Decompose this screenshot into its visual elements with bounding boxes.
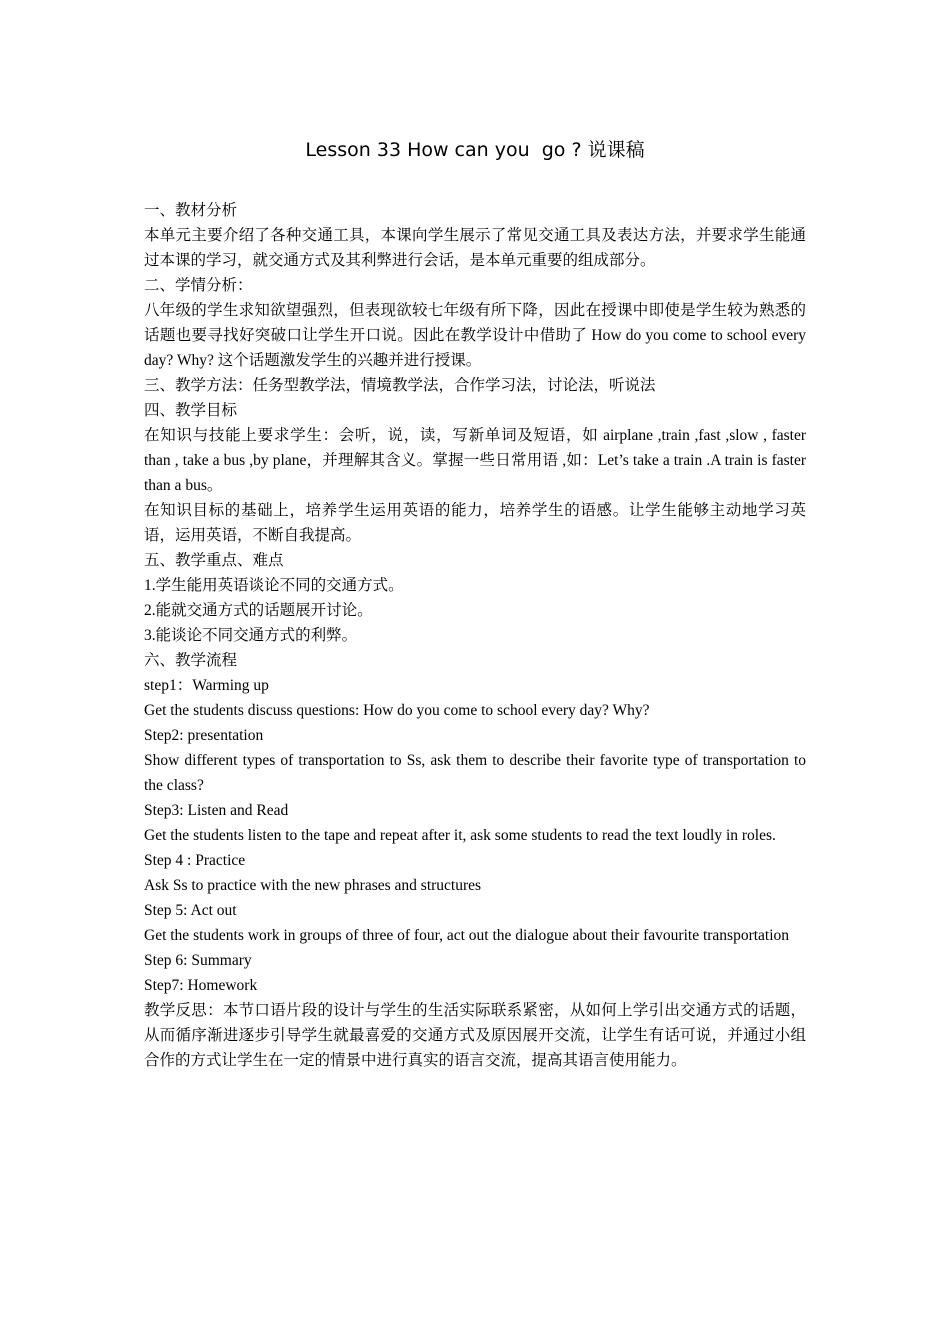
- paragraph-student-analysis: 八年级的学生求知欲望强烈，但表现欲较七年级有所下降，因此在授课中即使是学生较为熟悉的话题也要寻找好突破口让学生开口说。因此在教学设计中借助了 How do you come to school every day? Why? 这个话题激发学生的兴趣并进行授课。: [144, 302, 806, 369]
- list-item-key-point-1: 1.学生能用英语谈论不同的交通方式。: [144, 577, 404, 594]
- step-heading-2: Step2: presentation: [144, 727, 264, 744]
- step-heading-4: Step 4 : Practice: [144, 852, 246, 869]
- step-text-2: Show different types of transportation to Ss, ask them to describe their favorite type of transportation to the class?: [144, 752, 806, 794]
- section-heading-key-points: 五、教学重点、难点: [144, 552, 284, 569]
- step-heading-1: step1：Warming up: [144, 677, 269, 694]
- list-item-key-point-3: 3.能谈论不同交通方式的利弊。: [144, 627, 358, 644]
- paragraph-teaching-reflection: 教学反思：本节口语片段的设计与学生的生活实际联系紧密，从如何上学引出交通方式的话题，从而循序渐进逐步引导学生就最喜爱的交通方式及原因展开交流，让学生有话可说，并通过小组合作的方式让学生在一定的情景中进行真实的语言交流，提高其语言使用能力。: [144, 1002, 806, 1069]
- section-heading-teaching-process: 六、教学流程: [144, 652, 238, 669]
- step-text-1: Get the students discuss questions: How do you come to school every day? Why?: [144, 702, 650, 719]
- paragraph-teaching-methods: 三、教学方法：任务型教学法，情境教学法，合作学习法，讨论法，听说法: [144, 377, 656, 394]
- document-title: Lesson 33 How can you go ? 说课稿: [305, 139, 645, 161]
- section-heading-student-analysis: 二、学情分析：: [144, 277, 253, 294]
- step-heading-3: Step3: Listen and Read: [144, 802, 289, 819]
- step-text-5: Get the students work in groups of three of four, act out the dialogue about their favourite transportation: [144, 927, 790, 944]
- paragraph-ability-goals: 在知识目标的基础上，培养学生运用英语的能力，培养学生的语感。让学生能够主动地学习英语，运用英语，不断自我提高。: [144, 502, 806, 544]
- step-heading-5: Step 5: Act out: [144, 902, 237, 919]
- step-heading-7: Step7: Homework: [144, 977, 258, 994]
- section-heading-textbook-analysis: 一、教材分析: [144, 202, 238, 219]
- document-body: [144, 198, 806, 1073]
- step-text-4: Ask Ss to practice with the new phrases and structures: [144, 877, 482, 894]
- list-item-key-point-2: 2.能就交通方式的话题展开讨论。: [144, 602, 373, 619]
- step-heading-6: Step 6: Summary: [144, 952, 252, 969]
- paragraph-textbook-analysis: 本单元主要介绍了各种交通工具，本课向学生展示了常见交通工具及表达方法，并要求学生能通过本课的学习，就交通方式及其利弊进行会话，是本单元重要的组成部分。: [144, 227, 806, 269]
- paragraph-knowledge-skills: 在知识与技能上要求学生：会听，说，读，写新单词及短语，如 airplane ,train ,fast ,slow , faster than , take a bus ,by plane，并理解其含义。掌握一些日常用语 ,如：Let’s take a train .A train is faster than a bus。: [144, 427, 806, 494]
- step-text-3: Get the students listen to the tape and repeat after it, ask some students to read the text loudly in roles.: [144, 827, 776, 844]
- section-heading-teaching-goals: 四、教学目标: [144, 402, 238, 419]
